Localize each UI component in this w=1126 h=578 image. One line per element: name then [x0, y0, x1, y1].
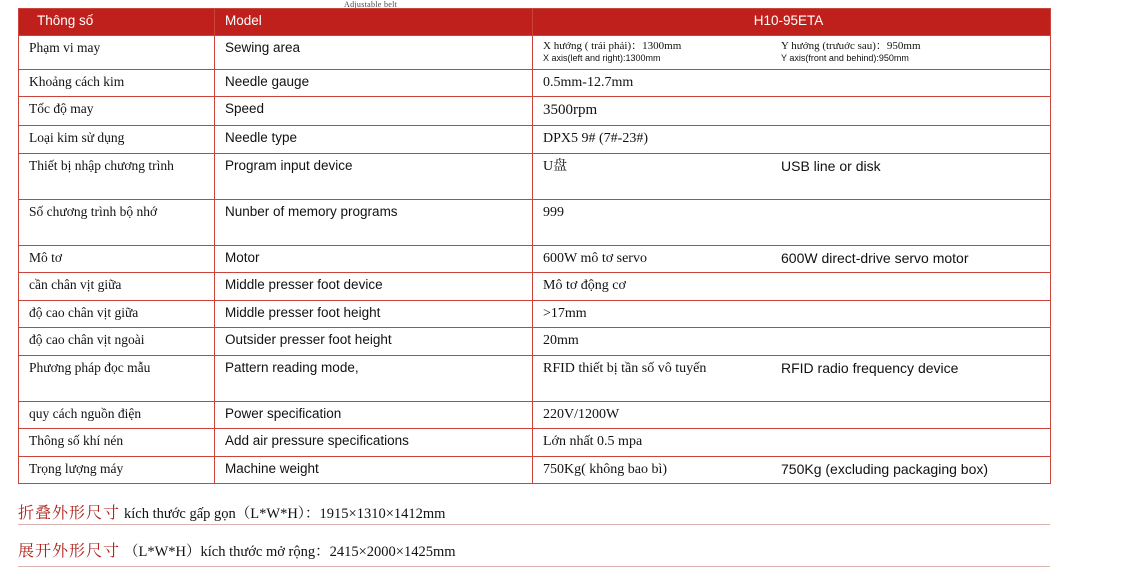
table-header-row — [19, 9, 1051, 36]
y-axis-en: Y axis(front and behind):950mm — [781, 53, 909, 64]
row-value — [533, 199, 1051, 245]
row-value-primary: 600W mô tơ servo — [543, 250, 647, 266]
row-value-primary: DPX5 9# (7#-23#) — [543, 131, 648, 147]
row-value — [533, 355, 1051, 401]
row-value-primary: 750Kg( không bao bì) — [543, 461, 668, 477]
folded-dimension-value: kích thước gấp gọn（L*W*H）：1915×1310×1412mm — [124, 506, 446, 522]
row-value — [533, 245, 1051, 273]
specification-table — [18, 8, 1051, 484]
row-value-primary: 220V/1200W — [543, 406, 620, 422]
row-value-primary: >17mm — [543, 305, 587, 321]
table-row — [19, 199, 1051, 245]
header-model-value: H10-95ETA — [533, 9, 1051, 36]
row-label-vn: Loại kim sử dụng — [19, 126, 215, 154]
folded-dimension-label: 折叠外形尺寸 — [18, 505, 121, 522]
table-row — [19, 328, 1051, 356]
row-value — [533, 456, 1051, 484]
row-value-primary: 3500rpm — [543, 102, 598, 119]
top-note-text: Adjustable belt — [344, 0, 398, 9]
row-value — [533, 273, 1051, 301]
row-label-en: Power specification — [215, 401, 533, 429]
row-label-en: Add air pressure specifications — [215, 429, 533, 457]
table-row — [19, 97, 1051, 126]
row-value-secondary: 750Kg (excluding packaging box) — [781, 460, 989, 477]
table-row — [19, 126, 1051, 154]
x-axis-vn: X hướng ( trái phải)：1300mm — [543, 39, 682, 52]
row-label-en: Machine weight — [215, 456, 533, 484]
row-label-vn: Mô tơ — [19, 245, 215, 273]
row-label-vn: cần chân vịt giữa — [19, 273, 215, 301]
row-value — [533, 97, 1051, 126]
divider-2 — [18, 566, 1050, 567]
row-value — [533, 300, 1051, 328]
row-label-en: Speed — [215, 97, 533, 126]
unfolded-dimension-label: 展开外形尺寸 — [18, 543, 121, 560]
row-label-vn: Thông số khí nén — [19, 429, 215, 457]
x-axis-en: X axis(left and right):1300mm — [543, 53, 661, 64]
row-label-en: Middle presser foot device — [215, 273, 533, 301]
row-label-vn: Số chương trình bộ nhớ — [19, 199, 215, 245]
row-value — [533, 328, 1051, 356]
row-value — [533, 69, 1051, 97]
row-label-en: Sewing area — [215, 35, 533, 69]
row-label-vn: độ cao chân vịt giữa — [19, 300, 215, 328]
table-row — [19, 456, 1051, 484]
table-header — [19, 9, 1051, 36]
table-row — [19, 273, 1051, 301]
unfolded-dimension-value: （L*W*H）kích thước mở rộng：2415×2000×1425mm — [124, 544, 456, 560]
row-value-primary: Mô tơ động cơ — [543, 278, 626, 294]
y-axis-vn: Y hướng (trưuớc sau)：950mm — [781, 39, 921, 52]
row-value-primary: 0.5mm-12.7mm — [543, 74, 634, 90]
row-label-en: Motor — [215, 245, 533, 273]
row-label-vn: quy cách nguồn điện — [19, 401, 215, 429]
row-label-en: Program input device — [215, 153, 533, 199]
row-label-en: Nunber of memory programs — [215, 199, 533, 245]
row-label-en: Needle type — [215, 126, 533, 154]
row-value-secondary: RFID radio frequency device — [781, 359, 959, 376]
row-value — [533, 153, 1051, 199]
row-label-vn: Phạm vi may — [19, 35, 215, 69]
row-label-vn: Phương pháp đọc mẫu — [19, 355, 215, 401]
table-row — [19, 69, 1051, 97]
table-row — [19, 355, 1051, 401]
table-row — [19, 429, 1051, 457]
row-label-en: Needle gauge — [215, 69, 533, 97]
table-row — [19, 300, 1051, 328]
row-value-primary: U盘 — [543, 158, 568, 174]
row-label-vn: độ cao chân vịt ngoài — [19, 328, 215, 356]
table-row — [19, 245, 1051, 273]
table-row — [19, 153, 1051, 199]
header-model: Model — [215, 9, 533, 36]
unfolded-dimension-row — [18, 538, 456, 561]
row-value-secondary: USB line or disk — [781, 157, 881, 174]
row-value — [533, 401, 1051, 429]
divider-1 — [18, 524, 1050, 525]
folded-dimension-row — [18, 500, 445, 523]
row-label-en: Outsider presser foot height — [215, 328, 533, 356]
row-value-primary: 20mm — [543, 333, 579, 349]
table-body — [19, 35, 1051, 483]
header-parameter: Thông số — [19, 9, 215, 36]
row-value — [533, 35, 1051, 69]
row-value — [533, 429, 1051, 457]
row-label-vn: Khoảng cách kim — [19, 69, 215, 97]
row-label-en: Pattern reading mode, — [215, 355, 533, 401]
row-label-vn: Tốc độ may — [19, 97, 215, 126]
row-value — [533, 126, 1051, 154]
table-row — [19, 35, 1051, 69]
row-value-primary: 999 — [543, 204, 564, 220]
table-row — [19, 401, 1051, 429]
row-value-primary: Lớn nhất 0.5 mpa — [543, 434, 643, 450]
row-label-en: Middle presser foot height — [215, 300, 533, 328]
row-value-secondary: 600W direct-drive servo motor — [781, 249, 969, 266]
row-value-primary: RFID thiết bị tần số vô tuyến — [543, 360, 707, 376]
row-label-vn: Trọng lượng máy — [19, 456, 215, 484]
row-label-vn: Thiết bị nhập chương trình — [19, 153, 215, 199]
